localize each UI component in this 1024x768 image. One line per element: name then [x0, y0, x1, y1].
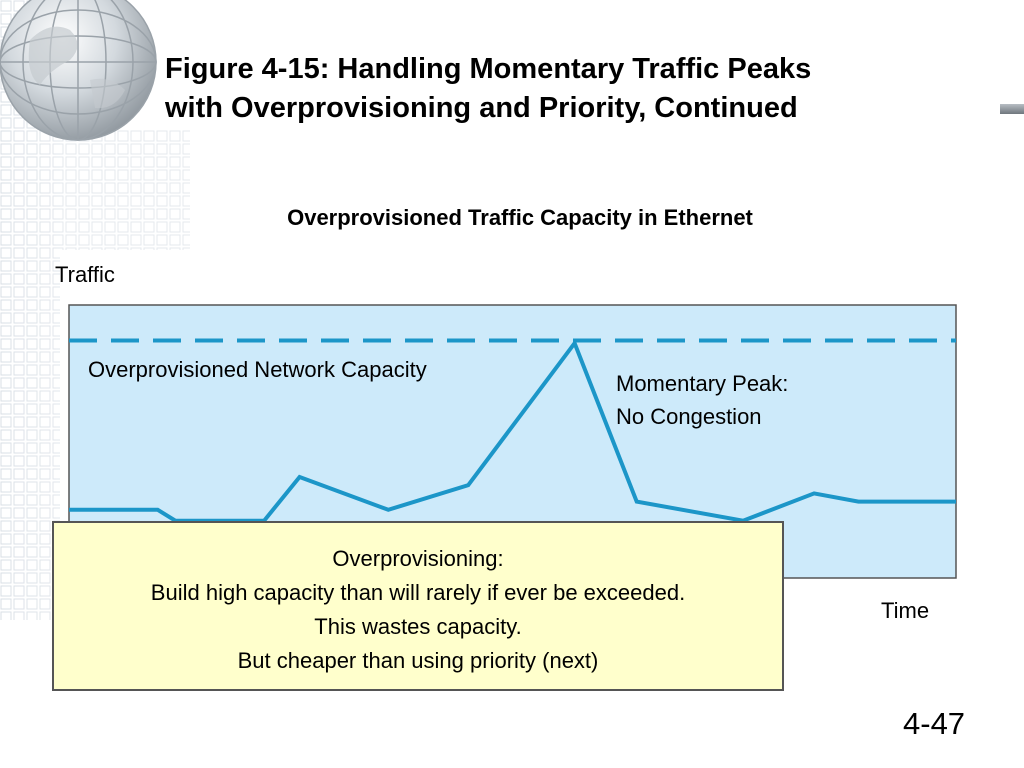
- peak-annotation-line-1: Momentary Peak:: [616, 371, 789, 396]
- note-line-3: This wastes capacity.: [314, 614, 522, 639]
- note-callout: [52, 521, 784, 691]
- note-line-1: Overprovisioning:: [332, 546, 504, 571]
- peak-annotation: [616, 367, 788, 433]
- note-line-2: Build high capacity than will rarely if ever be exceeded.: [150, 580, 686, 605]
- peak-annotation-line-2: No Congestion: [616, 404, 762, 429]
- capacity-label: Overprovisioned Network Capacity: [88, 357, 427, 382]
- y-axis-label: Traffic: [55, 262, 115, 287]
- x-axis-label: Time: [881, 598, 930, 623]
- slide-number: 4-47: [903, 706, 966, 741]
- title-line-2: with Overprovisioning and Priority, Continued: [165, 92, 798, 124]
- note-line-4: But cheaper than using priority (next): [237, 648, 599, 673]
- title-line-1: Figure 4-15: Handling Momentary Traffic Peaks: [165, 53, 812, 85]
- chart-title: Overprovisioned Traffic Capacity in Ethernet: [287, 205, 753, 230]
